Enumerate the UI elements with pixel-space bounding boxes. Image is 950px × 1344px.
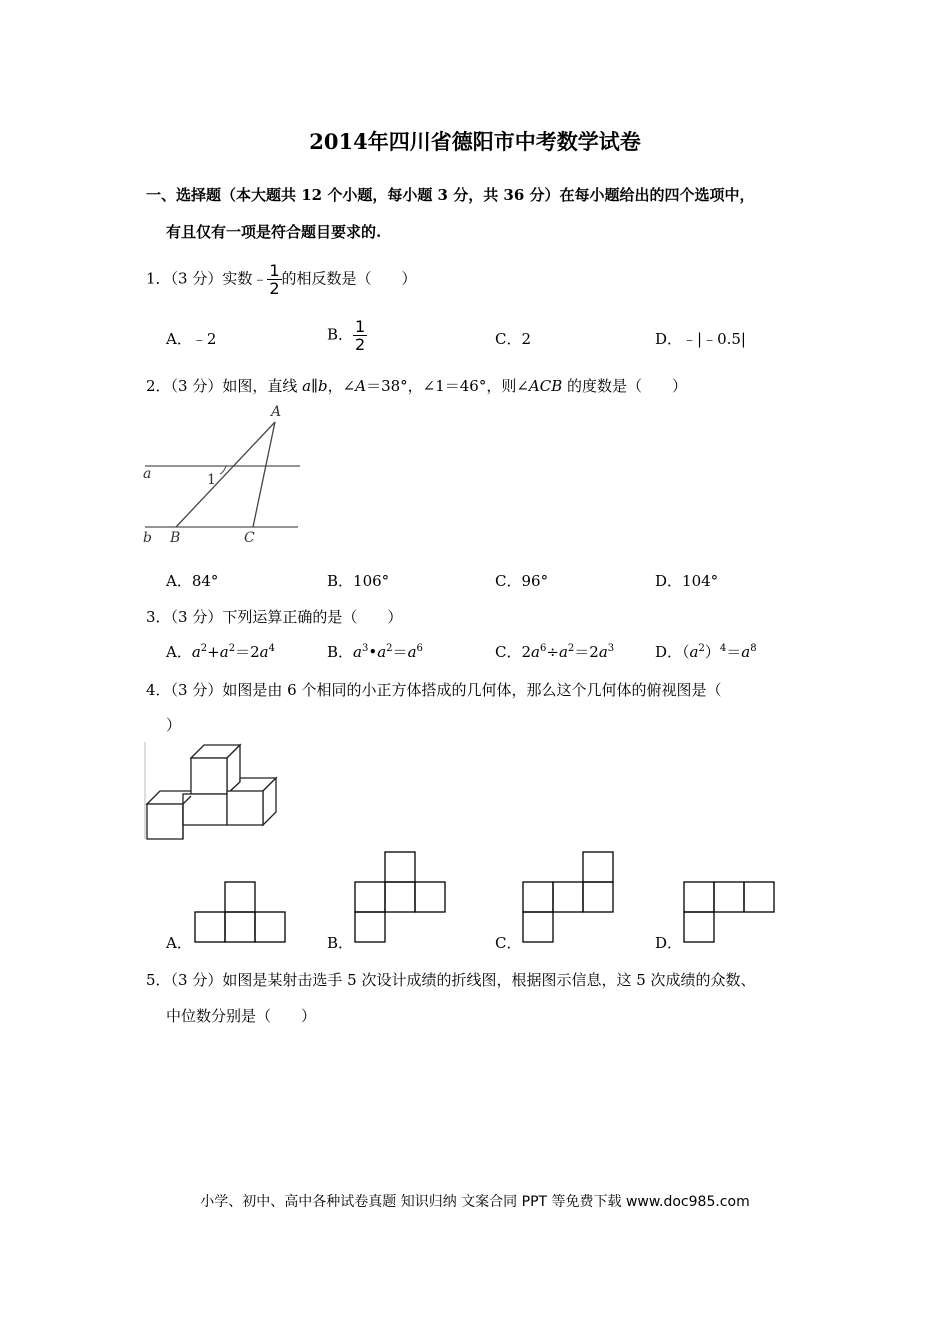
page-footer: 小学、初中、高中各种试卷真题 知识归纳 文案合同 PPT 等免费下载 www.doc985.com (200, 1194, 750, 1210)
q4-option-b-figure (354, 850, 450, 946)
grid-square (255, 912, 285, 942)
q4-option-c-figure (520, 850, 616, 946)
q3-option-b (327, 641, 423, 662)
grid-square (744, 882, 774, 912)
label-B: B (170, 530, 181, 546)
grid-square (415, 882, 445, 912)
section-heading-line2: 有且仅有一项是符合题目要求的. (166, 223, 382, 241)
question-text: 的度数是（ ） (562, 377, 688, 395)
label-A: A (271, 404, 282, 420)
question-text: ，∠ (327, 377, 356, 395)
option-label: D． (655, 643, 683, 661)
operator: • (368, 643, 378, 661)
parallel-symbol: ∥ (311, 377, 319, 395)
exponent: 3 (607, 643, 615, 654)
grid-square (385, 852, 415, 882)
grid-square (195, 912, 225, 942)
operator: ＝ (392, 643, 408, 661)
var: a (598, 643, 608, 661)
var-b: b (318, 377, 328, 395)
question-text: （3 分）如图，直线 (170, 377, 303, 395)
question-5 (146, 969, 756, 990)
label-angle-1: 1 (207, 472, 216, 488)
label-b: b (143, 530, 152, 546)
exponent: 8 (750, 643, 757, 654)
question-4-cont: ） (166, 716, 182, 734)
var: a (191, 643, 201, 661)
grid-square (225, 882, 255, 912)
var: a (531, 643, 540, 661)
fraction-numerator: 1 (269, 261, 280, 280)
question-number: 3． (146, 608, 171, 626)
exponent: 4 (268, 643, 275, 654)
q4-option-a: A． (166, 934, 192, 952)
question-text: （3 分）下列运算正确的是（ ） (170, 608, 403, 626)
question-number: 5． (146, 971, 171, 989)
var-ACB: ACB (528, 377, 563, 395)
grid-square (583, 852, 613, 882)
q3-option-c (495, 641, 614, 662)
question-text: （3 分）如图是由 6 个相同的小正方体搭成的几何体，那么这个几何体的俯视图是（ (170, 681, 722, 699)
operator: ＝ (726, 643, 742, 661)
grid-square (523, 882, 553, 912)
exponent: 2 (698, 643, 705, 654)
q3-option-d (655, 641, 757, 662)
question-text: （3 分）如图是某射击选手 5 次设计成绩的折线图，根据图示信息，这 5 次成绩的众数、 (170, 971, 756, 989)
grid-square (385, 882, 415, 912)
q4-option-b: B． (327, 934, 354, 952)
q4-option-d: D． (655, 934, 683, 952)
paren: ） (704, 643, 720, 661)
grid-square (583, 882, 613, 912)
q1-option-b (327, 318, 367, 353)
q1-option-a: A．﹣2 (166, 330, 217, 348)
grid-square (553, 882, 583, 912)
var: a (689, 643, 699, 661)
option-label: A． (166, 643, 192, 661)
option-label: C． (495, 643, 522, 661)
grid-square (225, 912, 255, 942)
segment-AB (176, 422, 275, 527)
grid-square (355, 912, 385, 942)
exponent: 4 (719, 643, 727, 654)
q1-option-c: C．2 (495, 330, 532, 348)
question-number: 2． (146, 377, 171, 395)
coefficient: 2 (521, 643, 532, 661)
exponent: 2 (228, 643, 236, 654)
paren: （ (682, 643, 690, 661)
question-number: 4． (146, 681, 171, 699)
option-label: B． (327, 643, 354, 661)
question-5-cont: 中位数分别是（ ） (166, 1007, 317, 1025)
fraction-denominator: 2 (355, 335, 366, 354)
grid-square (523, 912, 553, 942)
grid-square (355, 882, 385, 912)
var-A: A (355, 377, 367, 395)
exponent: 2 (567, 643, 575, 654)
var: a (377, 643, 387, 661)
question-2 (146, 375, 687, 396)
question-text: ＝38°，∠1＝46°，则∠ (366, 377, 529, 395)
q4-option-a-figure (192, 880, 288, 946)
operator: ＝2 (574, 643, 599, 661)
grid-square (714, 882, 744, 912)
fraction (353, 318, 367, 353)
section-heading-line1: 一、选择题（本大题共 12 个小题，每小题 3 分，共 36 分）在每小题给出的四个选项中， (146, 186, 755, 204)
parallel-lines-figure (140, 400, 310, 550)
cube-front-face (191, 758, 227, 794)
grid-square (684, 882, 714, 912)
q2-option-d: D．104° (655, 572, 719, 590)
q2-option-c: C．96° (495, 572, 549, 590)
label-C: C (244, 530, 255, 546)
exponent: 6 (539, 643, 547, 654)
q2-option-b: B．106° (327, 572, 390, 590)
q3-option-a (166, 641, 275, 662)
var: a (219, 643, 229, 661)
var: a (407, 643, 417, 661)
q4-option-c: C． (495, 934, 522, 952)
var: a (741, 643, 751, 661)
q4-option-d-figure (681, 880, 777, 946)
var: a (353, 643, 362, 661)
grid-square (684, 912, 714, 942)
question-1 (146, 262, 417, 297)
segment-AC (253, 422, 275, 527)
operator: + (207, 643, 220, 661)
var: a (259, 643, 269, 661)
cube-front-face (147, 804, 183, 839)
exponent: 2 (386, 643, 393, 654)
var: a (558, 643, 568, 661)
fraction-numerator: 1 (355, 317, 366, 336)
question-text: （3 分）实数﹣ (170, 269, 268, 288)
question-number: 1． (146, 269, 171, 288)
exponent: 3 (361, 643, 369, 654)
cube-front-face (227, 791, 263, 825)
question-3 (146, 606, 402, 627)
q2-option-a: A．84° (166, 572, 219, 590)
exponent: 2 (200, 643, 208, 654)
cube-stack-figure (144, 742, 284, 840)
angle-1-arc (220, 466, 226, 474)
option-label: B． (327, 325, 354, 344)
fraction-denominator: 2 (269, 279, 280, 298)
page-title: 2014年四川省德阳市中考数学试卷 (309, 129, 641, 154)
exponent: 6 (416, 643, 423, 654)
operator: ＝2 (235, 643, 260, 661)
question-text: 的相反数是（ ） (281, 269, 417, 288)
cube-front-face (183, 794, 227, 825)
q1-option-d: D．﹣|﹣0.5| (655, 330, 746, 348)
label-a: a (143, 466, 152, 482)
fraction (267, 262, 281, 297)
operator: ÷ (546, 643, 559, 661)
question-4 (146, 679, 721, 700)
var-a: a (302, 377, 312, 395)
